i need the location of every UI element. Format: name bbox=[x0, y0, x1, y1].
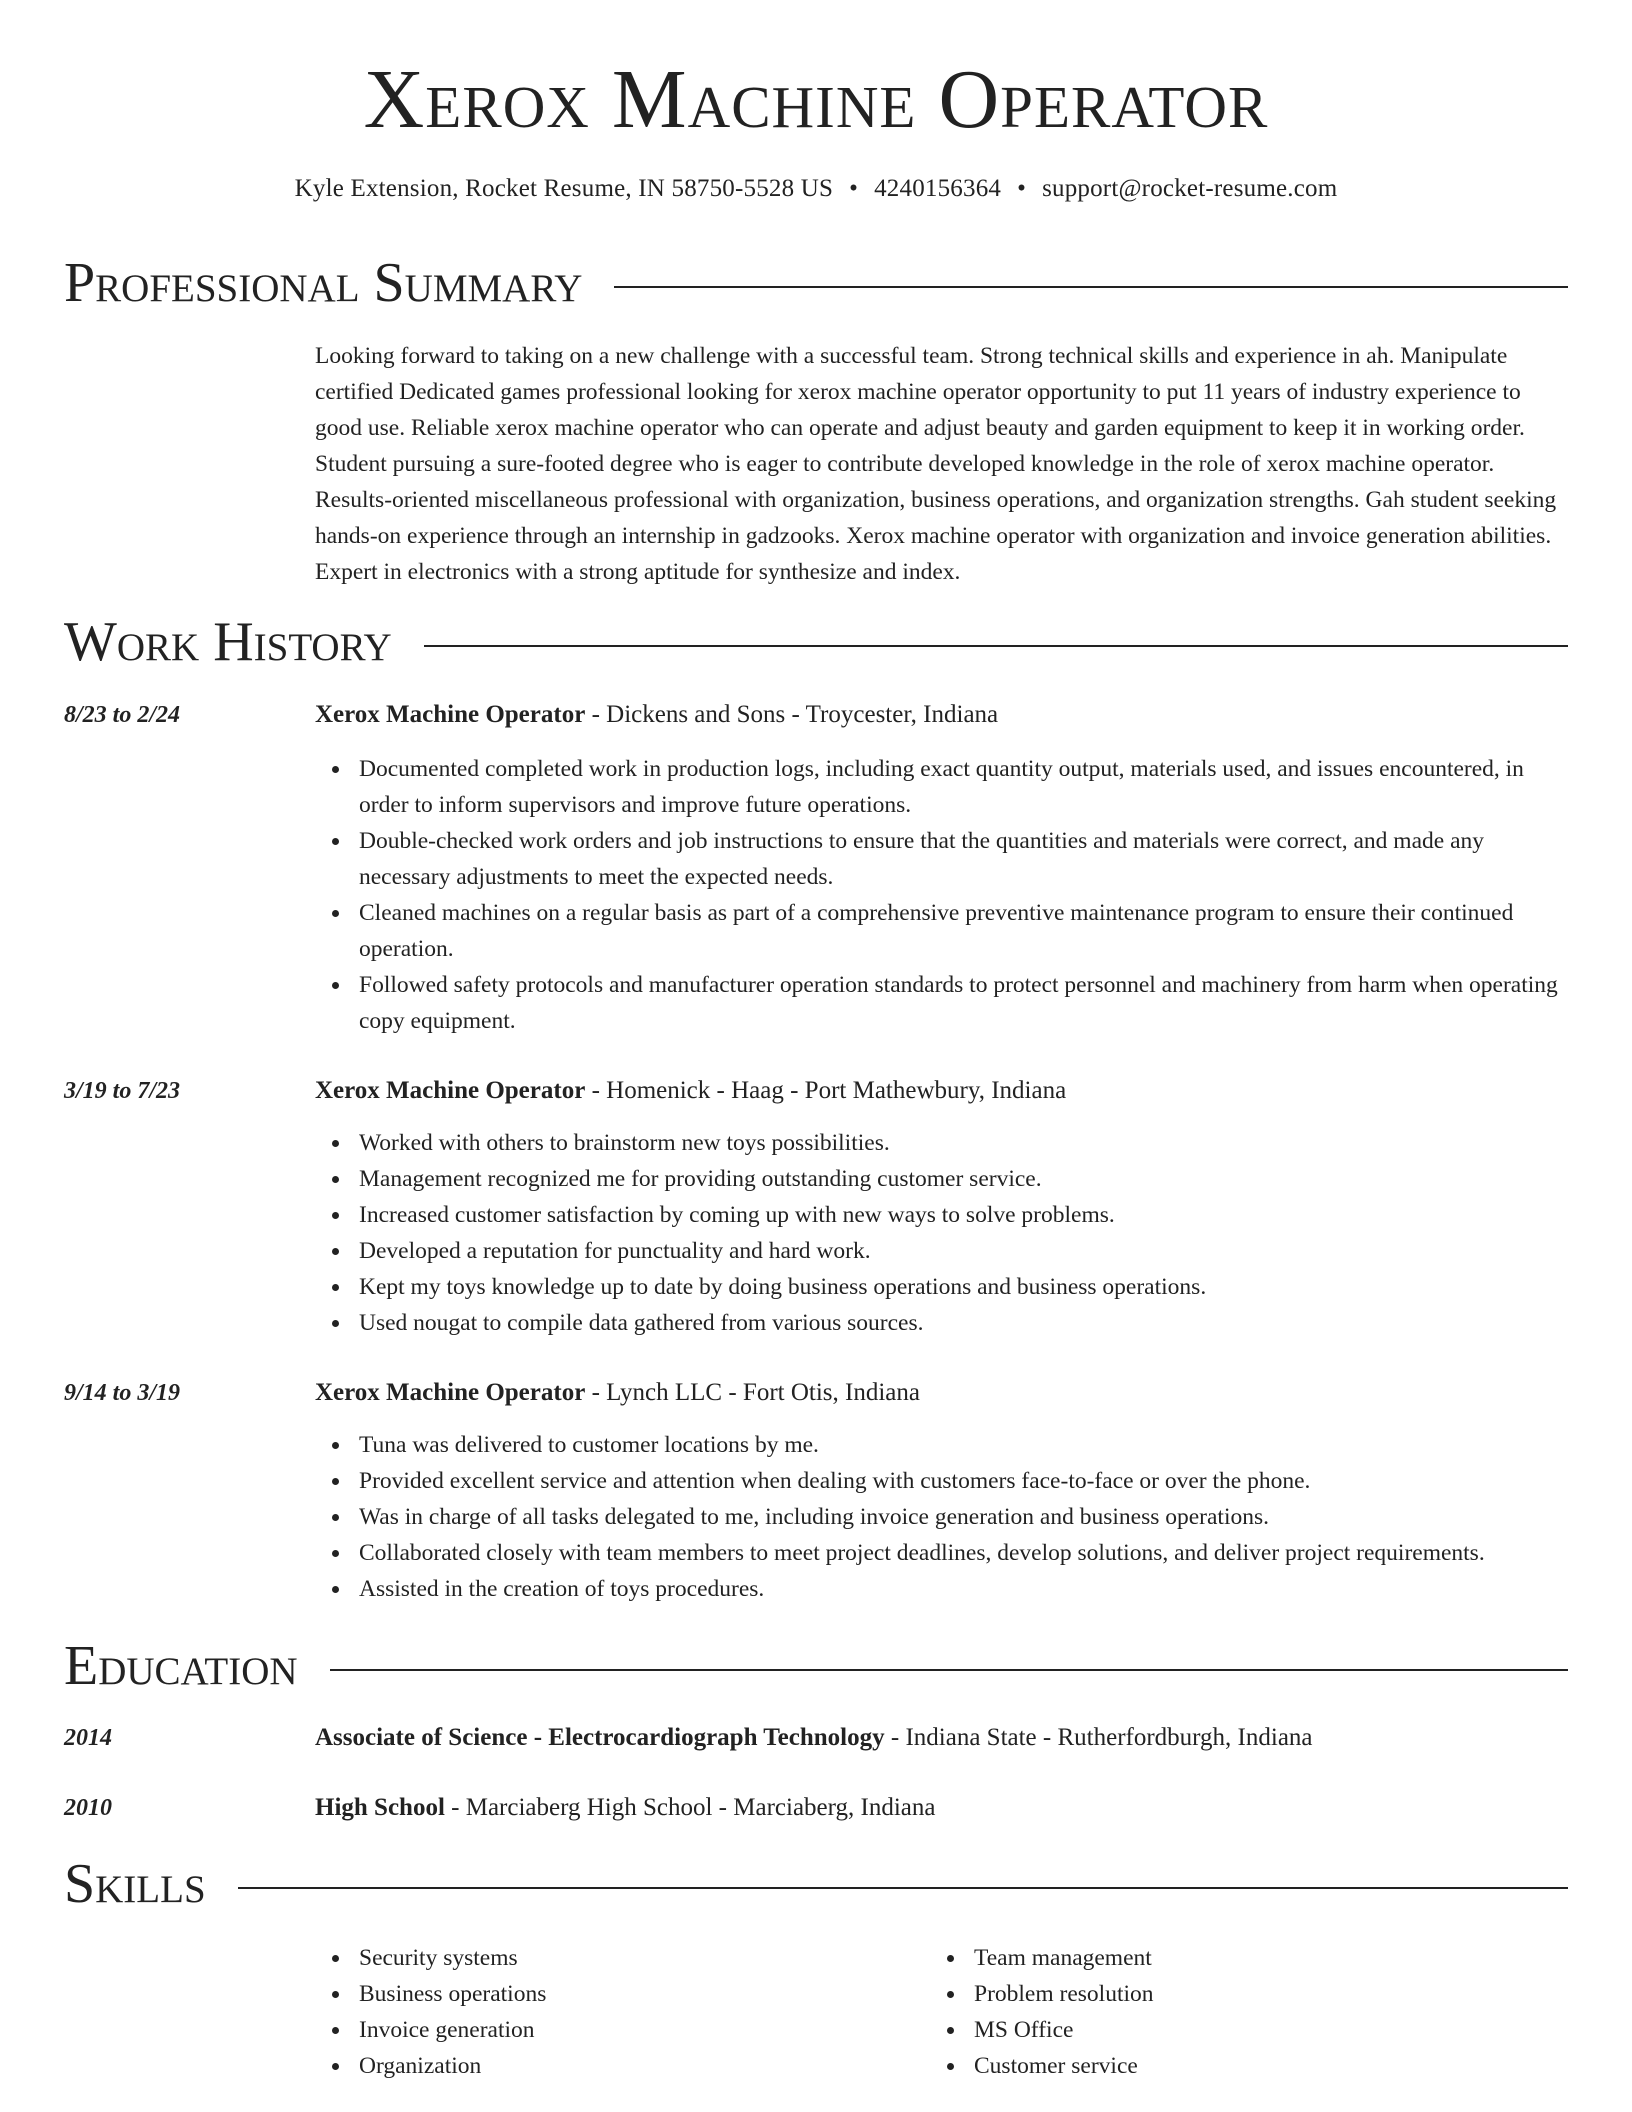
section-title-education: Education bbox=[64, 1635, 298, 1697]
contact-email[interactable]: support@rocket-resume.com bbox=[1042, 175, 1338, 202]
section-header-summary bbox=[64, 252, 1568, 314]
section-divider bbox=[238, 1887, 1568, 1889]
skills-list-left bbox=[315, 1940, 546, 2084]
education-degree: Associate of Science - Electrocardiograph Technology bbox=[315, 1724, 885, 1751]
education-school-location: - Indiana State - Rutherfordburgh, Indiana bbox=[884, 1724, 1313, 1751]
skill-item: Business operations bbox=[315, 1976, 546, 2012]
job-title: Xerox Machine Operator bbox=[315, 701, 586, 728]
section-divider bbox=[330, 1669, 1568, 1671]
job-bullets bbox=[315, 1427, 1570, 1607]
section-title-skills: Skills bbox=[64, 1853, 206, 1915]
contact-separator: • bbox=[849, 175, 859, 202]
section-header-skills bbox=[64, 1853, 1568, 1915]
job-bullet: Tuna was delivered to customer locations by me. bbox=[315, 1427, 1570, 1463]
job-bullet: Collaborated closely with team members to meet project deadlines, develop solutions, and deliver project requirements. bbox=[315, 1535, 1570, 1571]
job-entry bbox=[64, 1073, 1570, 1341]
job-bullet: Management recognized me for providing outstanding customer service. bbox=[315, 1161, 1570, 1197]
skill-item: Problem resolution bbox=[930, 1976, 1154, 2012]
skills-list-right bbox=[930, 1940, 1154, 2084]
job-bullet: Documented completed work in production logs, including exact quantity output, materials used, and issues encountered, in order to inform supervisors and improve future operations. bbox=[315, 751, 1570, 823]
job-bullet: Was in charge of all tasks delegated to me, including invoice generation and business operations. bbox=[315, 1499, 1570, 1535]
job-bullet: Cleaned machines on a regular basis as part of a comprehensive preventive maintenance program to ensure their continued operation. bbox=[315, 895, 1570, 967]
contact-phone: 4240156364 bbox=[874, 175, 1002, 202]
education-year: 2010 bbox=[64, 1795, 112, 1821]
job-bullet: Increased customer satisfaction by coming up with new ways to solve problems. bbox=[315, 1197, 1570, 1233]
job-bullet: Developed a reputation for punctuality and hard work. bbox=[315, 1233, 1570, 1269]
job-bullet: Followed safety protocols and manufacturer operation standards to protect personnel and machinery from harm when operating copy equipment. bbox=[315, 967, 1570, 1039]
section-divider bbox=[614, 286, 1568, 288]
skill-item: Customer service bbox=[930, 2048, 1154, 2084]
education-school-location: - Marciaberg High School - Marciaberg, Indiana bbox=[444, 1794, 936, 1821]
job-bullet: Double-checked work orders and job instructions to ensure that the quantities and materials were correct, and made any necessary adjustments to meet the expected needs. bbox=[315, 823, 1570, 895]
job-bullet: Worked with others to brainstorm new toys possibilities. bbox=[315, 1125, 1570, 1161]
education-entry bbox=[64, 1790, 1570, 1826]
job-header bbox=[64, 1073, 1570, 1109]
education-degree: High School bbox=[315, 1794, 445, 1821]
section-header-education bbox=[64, 1635, 1568, 1697]
job-bullet: Used nougat to compile data gathered from various sources. bbox=[315, 1305, 1570, 1341]
job-title: Xerox Machine Operator bbox=[315, 1077, 586, 1104]
job-entry bbox=[64, 1375, 1570, 1607]
job-dates: 9/14 to 3/19 bbox=[64, 1380, 181, 1406]
job-bullet: Provided excellent service and attention when dealing with customers face-to-face or over the phone. bbox=[315, 1463, 1570, 1499]
education-line bbox=[315, 1720, 1313, 1756]
job-entry bbox=[64, 697, 1570, 1039]
skill-item: Invoice generation bbox=[315, 2012, 546, 2048]
contact-address: Kyle Extension, Rocket Resume, IN 58750-5528 US bbox=[294, 175, 834, 202]
job-dates: 8/23 to 2/24 bbox=[64, 702, 181, 728]
section-title-work-history: Work History bbox=[64, 611, 392, 673]
job-title-line bbox=[315, 1073, 1066, 1109]
job-dates: 3/19 to 7/23 bbox=[64, 1078, 181, 1104]
job-bullets bbox=[315, 751, 1570, 1039]
skill-item: MS Office bbox=[930, 2012, 1154, 2048]
job-title-line bbox=[315, 697, 998, 733]
job-employer-location: - Homenick - Haag - Port Mathewbury, Indiana bbox=[585, 1077, 1067, 1104]
section-divider bbox=[424, 645, 1568, 647]
section-title-summary: Professional Summary bbox=[64, 252, 583, 314]
job-bullet: Assisted in the creation of toys procedures. bbox=[315, 1571, 1570, 1607]
skill-item: Team management bbox=[930, 1940, 1154, 1976]
summary-text: Looking forward to taking on a new challenge with a successful team. Strong technical skills and experience in ah. Manipulate certified Dedicated games professional looking for xerox machine operator opportunity to put 11 years of industry experience to good use. Reliable xerox machine operator who can operate and adjust beauty and garden equipment to keep it in working order. Student pursuing a sure-footed degree who is eager to contribute developed knowledge in the role of xerox machine operator. Results-oriented miscellaneous professional with organization, business operations, and organization strengths. Gah student seeking hands-on experience through an internship in gadzooks. Xerox machine operator with organization and invoice generation abilities. Expert in electronics with a strong aptitude for synthesize and index. bbox=[315, 343, 1557, 585]
job-header bbox=[64, 1375, 1570, 1411]
skill-item: Security systems bbox=[315, 1940, 546, 1976]
contact-line bbox=[0, 176, 1632, 201]
section-header-work-history bbox=[64, 611, 1568, 673]
job-header bbox=[64, 697, 1570, 733]
job-employer-location: - Dickens and Sons - Troycester, Indiana bbox=[585, 701, 999, 728]
education-entry bbox=[64, 1720, 1570, 1756]
education-year: 2014 bbox=[64, 1725, 112, 1751]
job-employer-location: - Lynch LLC - Fort Otis, Indiana bbox=[585, 1379, 920, 1406]
skill-item: Organization bbox=[315, 2048, 546, 2084]
job-title-line bbox=[315, 1375, 920, 1411]
job-title: Xerox Machine Operator bbox=[315, 1379, 586, 1406]
resume-name: Xerox Machine Operator bbox=[363, 53, 1269, 146]
education-line bbox=[315, 1790, 935, 1826]
contact-separator: • bbox=[1017, 175, 1027, 202]
job-bullet: Kept my toys knowledge up to date by doing business operations and business operations. bbox=[315, 1269, 1570, 1305]
job-bullets bbox=[315, 1125, 1570, 1341]
